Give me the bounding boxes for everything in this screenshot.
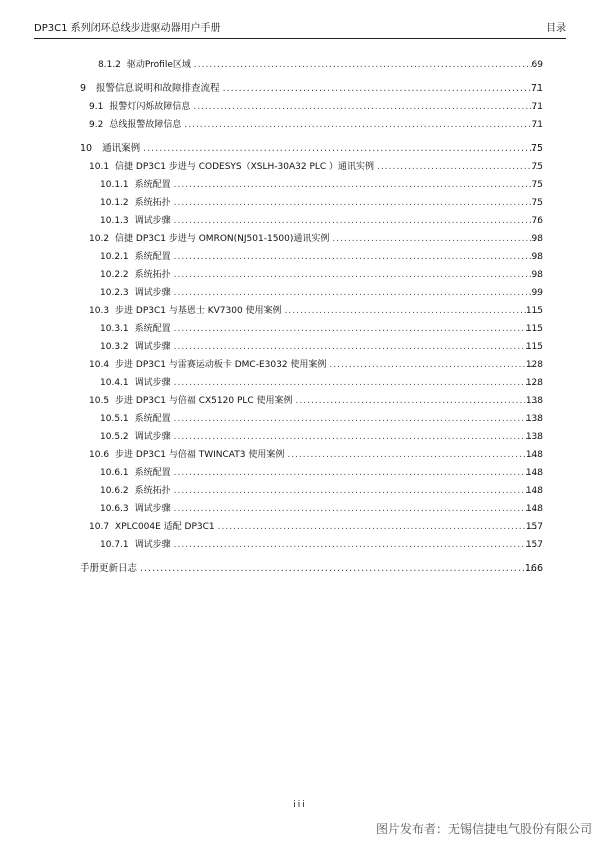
toc-entry-page: 148	[525, 504, 543, 514]
toc-entry-text	[100, 284, 543, 302]
toc-entry-page: 138	[525, 396, 543, 406]
toc-entry-text	[80, 140, 543, 158]
toc-entry-page: 138	[525, 432, 543, 442]
toc-entry[interactable]	[0, 230, 600, 248]
toc-entry-title: 报警信息说明和故障排查流程	[96, 83, 220, 94]
toc-leader-dots	[223, 80, 540, 98]
toc-entry[interactable]	[0, 194, 600, 212]
toc-leader-dots	[174, 464, 540, 482]
toc-entry-number: 10.6.1	[100, 468, 129, 478]
page-number: iii	[293, 800, 307, 810]
publisher-watermark: 图片发布者：无锡信捷电气股份有限公司	[375, 822, 592, 836]
toc-entry-page: 148	[525, 468, 543, 478]
toc-entry[interactable]	[0, 446, 600, 464]
toc-entry-title: 系统拓扑	[134, 198, 171, 208]
toc-entry-text	[89, 302, 543, 320]
toc-entry-number: 10.7.1	[100, 540, 129, 550]
toc-entry-page: 98	[531, 252, 543, 262]
toc-entry-text	[100, 176, 543, 194]
toc-entry-number: 10.6.3	[100, 504, 129, 514]
toc-entry[interactable]	[0, 302, 600, 320]
toc-leader-dots	[174, 428, 540, 446]
document-title: DP3C1 系列闭环总线步进驱动器用户手册	[34, 23, 221, 34]
toc-leader-dots	[332, 230, 540, 248]
toc-entry-title: 系统配置	[134, 180, 171, 190]
toc-entry-number: 10.4.1	[100, 378, 129, 388]
toc-entry-page: 71	[531, 102, 543, 112]
toc-entry-title: 信捷 DP3C1 步进与 CODESYS（XSLH-30A32 PLC ）通讯实例	[115, 162, 375, 172]
toc-entry[interactable]	[0, 212, 600, 230]
toc-entry-text	[100, 500, 543, 518]
toc-entry-number: 10.2	[89, 234, 110, 244]
toc-entry-title: 系统拓扑	[134, 270, 171, 280]
toc-entry-text	[100, 194, 543, 212]
toc-entry[interactable]	[0, 500, 600, 518]
toc-entry[interactable]	[0, 158, 600, 176]
toc-leader-dots	[174, 284, 540, 302]
toc-entry-title: 系统拓扑	[134, 486, 171, 496]
toc-entry[interactable]	[0, 320, 600, 338]
toc-entry-title: 步进 DP3C1 与倍福 TWINCAT3 使用案例	[115, 450, 285, 460]
toc-entry-title: 步进 DP3C1 与倍福 CX5120 PLC 使用案例	[115, 396, 293, 406]
toc-entry-text	[100, 410, 543, 428]
toc-entry-number: 9	[80, 83, 87, 94]
toc-entry-title: 通讯案例	[102, 143, 141, 154]
page-header	[34, 22, 566, 39]
toc-entry-page: 99	[531, 288, 543, 298]
toc-entry-text	[100, 320, 543, 338]
toc-entry-page: 128	[525, 378, 543, 388]
toc-entry-page: 157	[525, 540, 543, 550]
toc-entry-title: 步进 DP3C1 与基恩士 KV7300 使用案例	[115, 306, 282, 316]
toc-entry-text	[100, 248, 543, 266]
toc-entry-title: 手册更新日志	[80, 563, 138, 574]
toc-entry-number: 10.3.1	[100, 324, 129, 334]
toc-entry-number: 9.1	[89, 102, 104, 112]
toc-entry-title: 步进 DP3C1 与雷赛运动板卡 DMC-E3032 使用案例	[115, 360, 327, 370]
toc-entry-number: 10.5.2	[100, 432, 129, 442]
toc-entry-text	[100, 482, 543, 500]
toc-entry-title: 调试步骤	[134, 504, 171, 514]
toc-entry[interactable]	[0, 428, 600, 446]
toc-entry-page: 75	[531, 180, 543, 190]
toc-leader-dots	[193, 98, 540, 116]
toc-entry[interactable]	[0, 266, 600, 284]
toc-entry-text	[100, 212, 543, 230]
toc-leader-dots	[174, 338, 540, 356]
toc-entry-number: 10.3	[89, 306, 110, 316]
toc-leader-dots	[174, 248, 540, 266]
toc-entry[interactable]	[0, 338, 600, 356]
toc-entry-title: 系统配置	[134, 468, 171, 478]
toc-leader-dots	[174, 410, 540, 428]
toc-entry-page: 75	[531, 198, 543, 208]
toc-entry-number: 9.2	[89, 120, 104, 130]
toc-entry-number: 10.1.1	[100, 180, 129, 190]
toc-entry-page: 148	[525, 450, 543, 460]
toc-entry-number: 10.2.1	[100, 252, 129, 262]
toc-leader-dots	[218, 518, 540, 536]
toc-entry-title: 驱动Profile区域	[126, 60, 191, 70]
toc-entry-page: 98	[531, 270, 543, 280]
toc-entry-number: 10.4	[89, 360, 110, 370]
toc-leader-dots	[174, 536, 540, 554]
toc-entry-text	[89, 392, 543, 410]
toc-leader-dots	[377, 158, 540, 176]
toc-entry-title: 调试步骤	[134, 216, 171, 226]
toc-entry-page: 76	[531, 216, 543, 226]
toc-entry[interactable]	[0, 560, 600, 578]
toc-entry-number: 8.1.2	[98, 60, 121, 70]
toc-leader-dots	[174, 212, 540, 230]
toc-entry[interactable]	[0, 284, 600, 302]
toc-entry-number: 10.1	[89, 162, 110, 172]
toc-entry-number: 10.1.2	[100, 198, 129, 208]
toc-entry-page: 138	[525, 414, 543, 424]
toc-entry-title: 调试步骤	[134, 432, 171, 442]
toc-entry-page: 71	[530, 83, 543, 94]
toc-entry-title: 报警灯闪烁故障信息	[109, 102, 191, 112]
toc-entry-title: 系统配置	[134, 324, 171, 334]
toc-entry-text	[100, 428, 543, 446]
toc-entry-title: 信捷 DP3C1 步进与 OMRON(NJ501-1500)通讯实例	[115, 234, 330, 244]
toc-entry-text	[89, 518, 543, 536]
toc-entry-page: 98	[531, 234, 543, 244]
toc-entry-text	[100, 374, 543, 392]
toc-entry-title: 总线报警故障信息	[109, 120, 182, 130]
toc-entry-page: 128	[525, 360, 543, 370]
toc-entry[interactable]	[0, 482, 600, 500]
toc-entry[interactable]	[0, 356, 600, 374]
toc-entry[interactable]	[0, 464, 600, 482]
toc-entry[interactable]	[0, 518, 600, 536]
toc-entry-text	[89, 158, 543, 176]
toc-entry-text	[100, 536, 543, 554]
toc-entry-number: 10.5	[89, 396, 110, 406]
toc-entry-title: XPLC004E 适配 DP3C1	[115, 522, 215, 532]
toc-leader-dots	[174, 176, 540, 194]
toc-entry-text	[100, 266, 543, 284]
section-name: 目录	[546, 23, 566, 34]
toc-entry-text	[80, 80, 543, 98]
toc-entry-text	[98, 56, 543, 74]
toc-entry-page: 115	[525, 342, 543, 352]
toc-entry-text	[89, 356, 543, 374]
toc-entry[interactable]	[0, 116, 600, 134]
toc-entry-number: 10.5.1	[100, 414, 129, 424]
toc-entry-page: 71	[531, 120, 543, 130]
toc-leader-dots	[174, 374, 540, 392]
toc-entry[interactable]	[0, 176, 600, 194]
toc-entry[interactable]	[0, 248, 600, 266]
toc-entry-page: 69	[531, 60, 543, 70]
toc-entry-title: 调试步骤	[134, 378, 171, 388]
toc-entry[interactable]	[0, 392, 600, 410]
toc-entry-text	[100, 338, 543, 356]
toc-leader-dots	[174, 320, 540, 338]
toc-leader-dots	[285, 302, 540, 320]
toc-entry[interactable]	[0, 410, 600, 428]
toc-entry-page: 115	[525, 324, 543, 334]
toc-entry-text	[89, 116, 543, 134]
toc-entry-text	[89, 446, 543, 464]
toc-entry-number: 10	[80, 143, 93, 154]
toc-entry-title: 系统配置	[134, 414, 171, 424]
toc-entry-number: 10.2.3	[100, 288, 129, 298]
toc-entry-page: 166	[524, 563, 543, 574]
toc-entry[interactable]	[0, 98, 600, 116]
toc-entry-page: 157	[525, 522, 543, 532]
toc-entry[interactable]	[0, 80, 600, 98]
toc-entry-number: 10.3.2	[100, 342, 129, 352]
toc-entry-number: 10.2.2	[100, 270, 129, 280]
toc-entry-title: 调试步骤	[134, 288, 171, 298]
toc-leader-dots	[174, 194, 540, 212]
toc-entry-page: 75	[530, 143, 543, 154]
toc-entry[interactable]	[0, 536, 600, 554]
toc-entry-number: 10.1.3	[100, 216, 129, 226]
toc-entry-title: 调试步骤	[134, 342, 171, 352]
toc-entry[interactable]	[0, 374, 600, 392]
toc-entry-page: 75	[531, 162, 543, 172]
toc-entry-number: 10.6	[89, 450, 110, 460]
toc-leader-dots	[140, 560, 540, 578]
toc-entry-text	[100, 464, 543, 482]
toc-entry-text	[89, 230, 543, 248]
toc-entry-text	[80, 560, 543, 578]
toc-leader-dots	[143, 140, 540, 158]
toc-entry-title: 系统配置	[134, 252, 171, 262]
table-of-contents	[0, 56, 600, 578]
toc-entry-number: 10.6.2	[100, 486, 129, 496]
toc-entry[interactable]	[0, 140, 600, 158]
toc-leader-dots	[174, 482, 540, 500]
toc-leader-dots	[296, 392, 540, 410]
toc-leader-dots	[329, 356, 540, 374]
toc-entry-text	[89, 98, 543, 116]
toc-leader-dots	[287, 446, 540, 464]
toc-entry-number: 10.7	[89, 522, 110, 532]
toc-entry[interactable]	[0, 56, 600, 74]
toc-entry-page: 115	[525, 306, 543, 316]
toc-leader-dots	[194, 56, 540, 74]
toc-entry-title: 调试步骤	[134, 540, 171, 550]
toc-leader-dots	[184, 116, 540, 134]
toc-leader-dots	[174, 500, 540, 518]
toc-entry-page: 148	[525, 486, 543, 496]
toc-leader-dots	[174, 266, 540, 284]
